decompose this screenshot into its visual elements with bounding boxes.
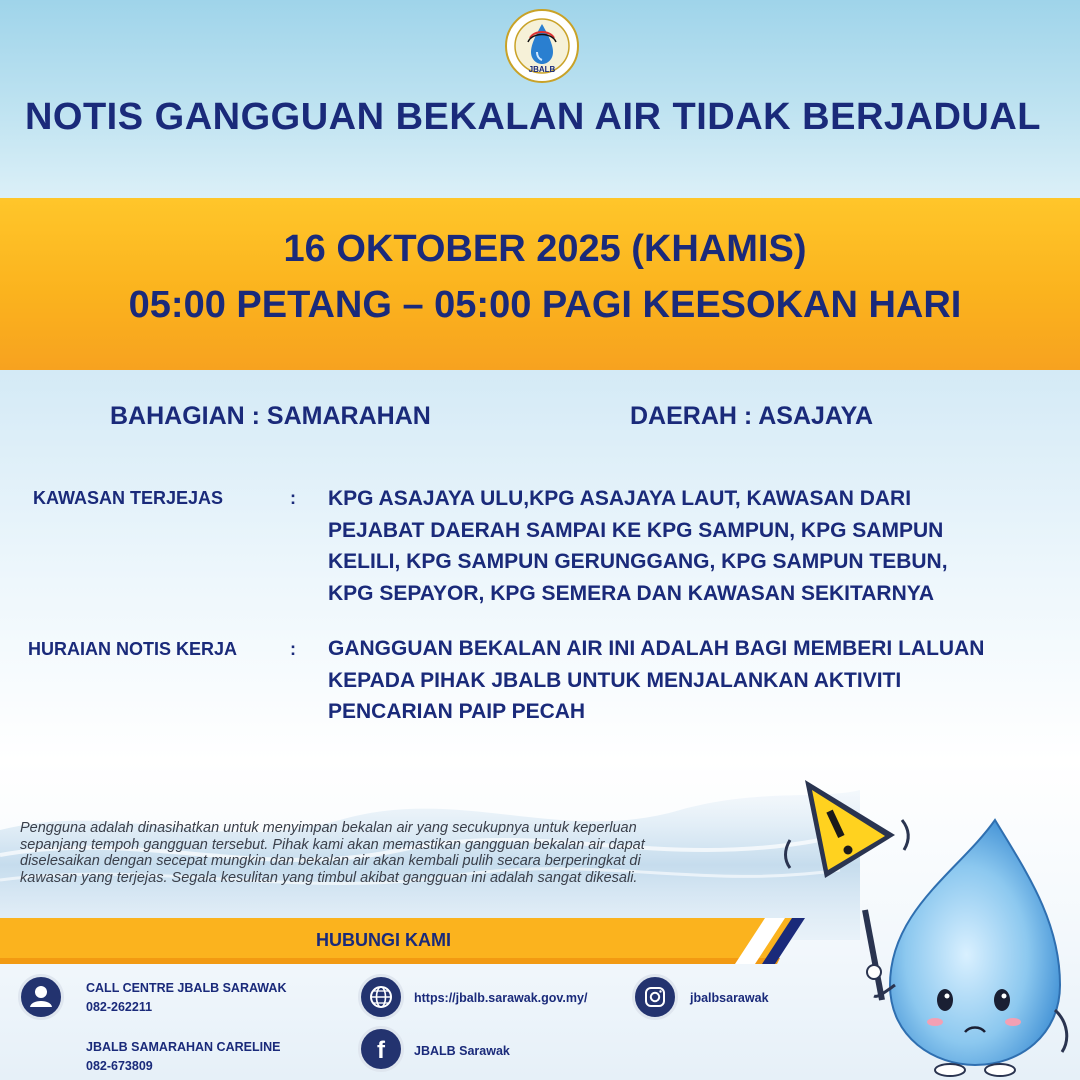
- affected-area-label: KAWASAN TERJEJAS: [33, 488, 224, 508]
- instagram-link[interactable]: jbalbsarawak: [690, 991, 769, 1005]
- jbalb-logo: [504, 8, 580, 84]
- daerah-heading: DAERAH : ASAJAYA: [630, 402, 874, 430]
- schedule-banner: [0, 198, 1080, 370]
- facebook-link[interactable]: JBALB Sarawak: [414, 1044, 510, 1058]
- work-description-label: HURAIAN NOTIS KERJA: [28, 639, 238, 659]
- warning-sign-icon: [805, 780, 895, 878]
- instagram-icon: [632, 974, 678, 1020]
- advice-paragraph: [20, 820, 770, 886]
- call-centre-info: [86, 979, 286, 1017]
- affected-area-colon: :: [290, 488, 296, 508]
- work-description-line: PENCARIAN PAIP PECAH: [328, 700, 586, 723]
- advice-line: kawasan yang terjejas. Segala kesulitan yang timbul akibat gangguan ini adalah sangat dikesali.: [20, 869, 638, 886]
- affected-area-line: KELILI, KPG SAMPUN GERUNGGANG, KPG SAMPUN TEBUN,: [328, 550, 948, 573]
- work-description-value: [328, 633, 1058, 728]
- call-centre-phone[interactable]: 082-262211: [86, 1000, 153, 1014]
- schedule-time: 05:00 PETANG – 05:00 PAGI KEESOKAN HARI: [128, 284, 962, 326]
- schedule-date: 16 OKTOBER 2025 (KHAMIS): [283, 228, 807, 270]
- contact-title: HUBUNGI KAMI: [316, 930, 451, 950]
- careline-phone[interactable]: 082-673809: [86, 1059, 153, 1073]
- user-icon: [18, 974, 64, 1020]
- work-description-line: GANGGUAN BEKALAN AIR INI ADALAH BAGI MEMBERI LALUAN: [328, 637, 985, 660]
- bahagian-heading: BAHAGIAN : SAMARAHAN: [110, 402, 431, 430]
- affected-area-line: PEJABAT DAERAH SAMPAI KE KPG SAMPUN, KPG SAMPUN: [328, 518, 944, 542]
- page-title: NOTIS GANGGUAN BEKALAN AIR TIDAK BERJADUAL: [24, 96, 1042, 138]
- globe-icon: [358, 974, 404, 1020]
- careline-label: JBALB SAMARAHAN CARELINE: [86, 1040, 281, 1054]
- svg-text:f: f: [377, 1037, 385, 1064]
- advice-line: diselesaikan dengan secepat mungkin dan bekalan air akan kembali pulih secara berperingkat di: [20, 853, 641, 869]
- call-centre-label: CALL CENTRE JBALB SARAWAK: [86, 981, 287, 995]
- careline-info: [86, 1038, 280, 1076]
- work-description-colon: :: [290, 639, 296, 659]
- logo-text: JBALB: [528, 65, 556, 74]
- water-drop-mascot: [770, 760, 1070, 1080]
- affected-area-line: KPG ASAJAYA ULU,KPG ASAJAYA LAUT, KAWASAN DARI: [328, 487, 912, 510]
- advice-line: Pengguna adalah dinasihatkan untuk menyimpan bekalan air yang secukupnya untuk keperluan: [20, 820, 637, 836]
- affected-area-line: KPG SEPAYOR, KPG SEMERA DAN KAWASAN SEKITARNYA: [328, 581, 934, 605]
- advice-line: sepanjang tempoh gangguan tersebut. Pihak kami akan memastikan gangguan bekalan air dapat: [20, 836, 645, 853]
- work-description-line: KEPADA PIHAK JBALB UNTUK MENJALANKAN AKTIVITI: [328, 668, 902, 692]
- affected-area-value: [328, 483, 1058, 609]
- facebook-icon: [358, 1026, 404, 1072]
- website-link[interactable]: https://jbalb.sarawak.gov.my/: [414, 991, 588, 1005]
